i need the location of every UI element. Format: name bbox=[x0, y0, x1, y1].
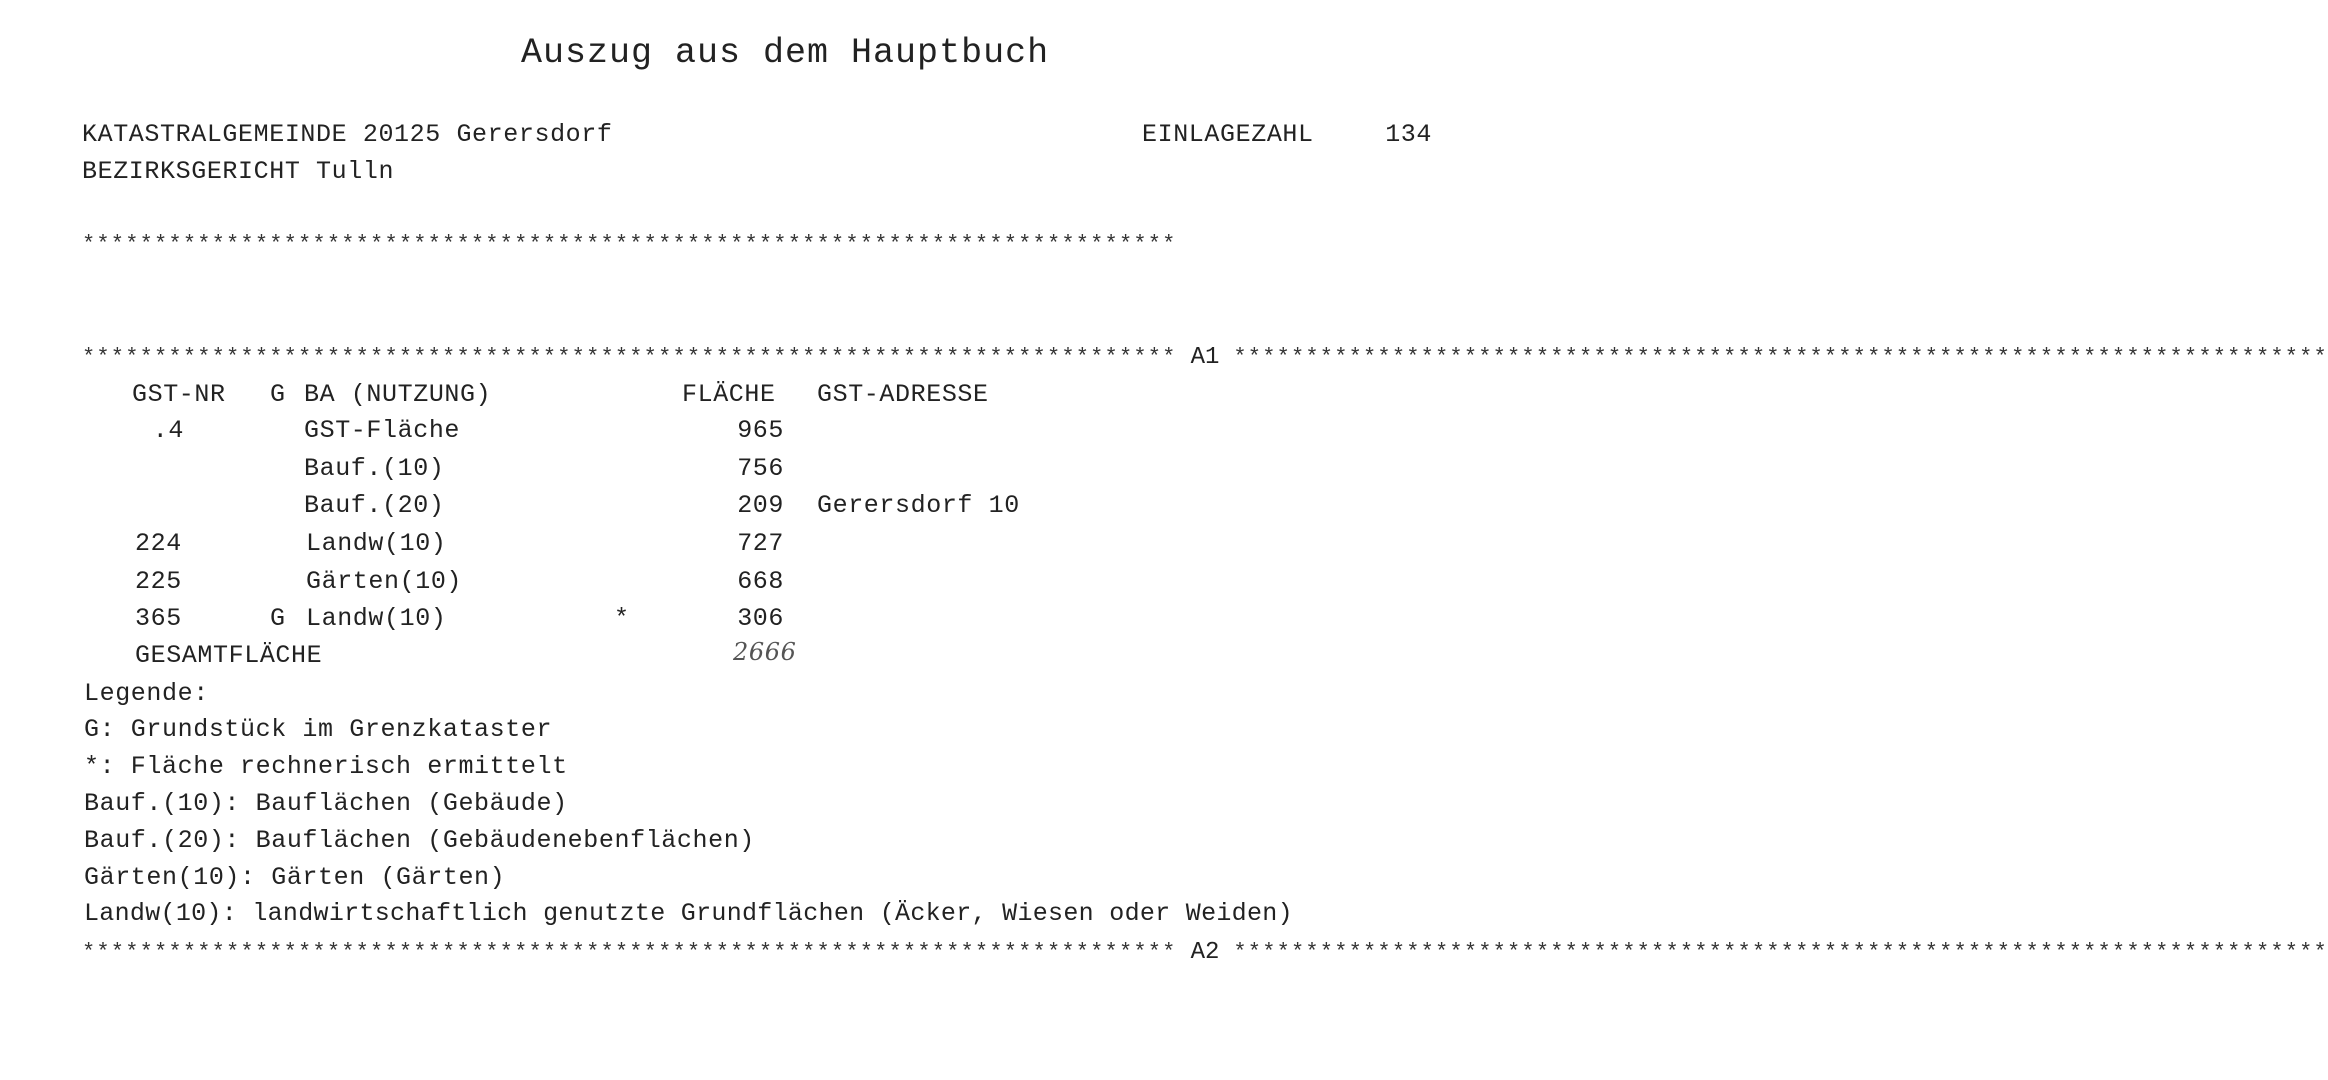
section-a1-divider bbox=[82, 342, 2328, 372]
legend-item: Bauf.(20): Bauflächen (Gebäudenebenflächen) bbox=[84, 826, 755, 855]
row-flaeche: 306 bbox=[737, 604, 784, 633]
row-g-flag: G bbox=[270, 604, 286, 633]
row-ba: Bauf.(20) bbox=[304, 491, 445, 520]
legend-item: Bauf.(10): Bauflächen (Gebäude) bbox=[84, 789, 568, 818]
row-gst-nr: 365 bbox=[135, 604, 182, 633]
separator-right: **************************************************************************** bbox=[1233, 939, 2328, 965]
legend-item: Gärten(10): Gärten (Gärten) bbox=[84, 863, 506, 892]
row-gst-nr: .4 bbox=[152, 416, 184, 445]
section-a2-divider bbox=[82, 937, 2328, 967]
col-header-ba: BA (NUTZUNG) bbox=[304, 380, 492, 409]
legend-heading: Legende: bbox=[84, 679, 209, 708]
col-header-adresse: GST-ADRESSE bbox=[817, 380, 989, 409]
bezirksgericht-line: BEZIRKSGERICHT Tulln bbox=[82, 157, 395, 186]
col-header-gst-nr: GST-NR bbox=[132, 380, 226, 409]
total-label: GESAMTFLÄCHE bbox=[135, 641, 323, 670]
row-flaeche: 727 bbox=[737, 529, 784, 558]
separator-line: **************************************************************************** bbox=[82, 232, 1177, 257]
row-ba: Bauf.(10) bbox=[304, 454, 445, 483]
row-gst-nr: 224 bbox=[135, 529, 182, 558]
row-flaeche: 965 bbox=[737, 416, 784, 445]
section-a2-label: A2 bbox=[1190, 938, 1220, 966]
page-title: Auszug aus dem Hauptbuch bbox=[521, 33, 1050, 73]
row-flaeche: 209 bbox=[737, 491, 784, 520]
separator-left: **************************************************************************** bbox=[82, 344, 1177, 370]
einlagezahl-label: EINLAGEZAHL bbox=[1142, 120, 1314, 149]
row-adresse: Gerersdorf 10 bbox=[817, 491, 1020, 520]
row-flaeche: 756 bbox=[737, 454, 784, 483]
total-value: 2666 bbox=[733, 638, 797, 666]
legend-item: Landw(10): landwirtschaftlich genutzte Grundflächen (Äcker, Wiesen oder Weiden) bbox=[84, 899, 1293, 928]
section-a1-label: A1 bbox=[1190, 343, 1220, 371]
katastralgemeinde-line: KATASTRALGEMEINDE 20125 Gerersdorf bbox=[82, 120, 613, 149]
separator-left: **************************************************************************** bbox=[82, 939, 1177, 965]
row-ba: Gärten(10) bbox=[306, 567, 463, 596]
legend-item: G: Grundstück im Grenzkataster bbox=[84, 715, 553, 744]
col-header-g: G bbox=[270, 380, 286, 409]
row-flaeche: 668 bbox=[737, 567, 784, 596]
row-ba: Landw(10) bbox=[306, 529, 447, 558]
row-gst-nr: 225 bbox=[135, 567, 182, 596]
row-ba: GST-Fläche bbox=[304, 416, 461, 445]
einlagezahl-value: 134 bbox=[1385, 120, 1432, 149]
separator-right: **************************************************************************** bbox=[1233, 344, 2328, 370]
col-header-flaeche: FLÄCHE bbox=[682, 380, 776, 409]
row-ba: Landw(10) bbox=[306, 604, 447, 633]
legend-item: *: Fläche rechnerisch ermittelt bbox=[84, 752, 568, 781]
row-star-flag: * bbox=[614, 604, 630, 633]
